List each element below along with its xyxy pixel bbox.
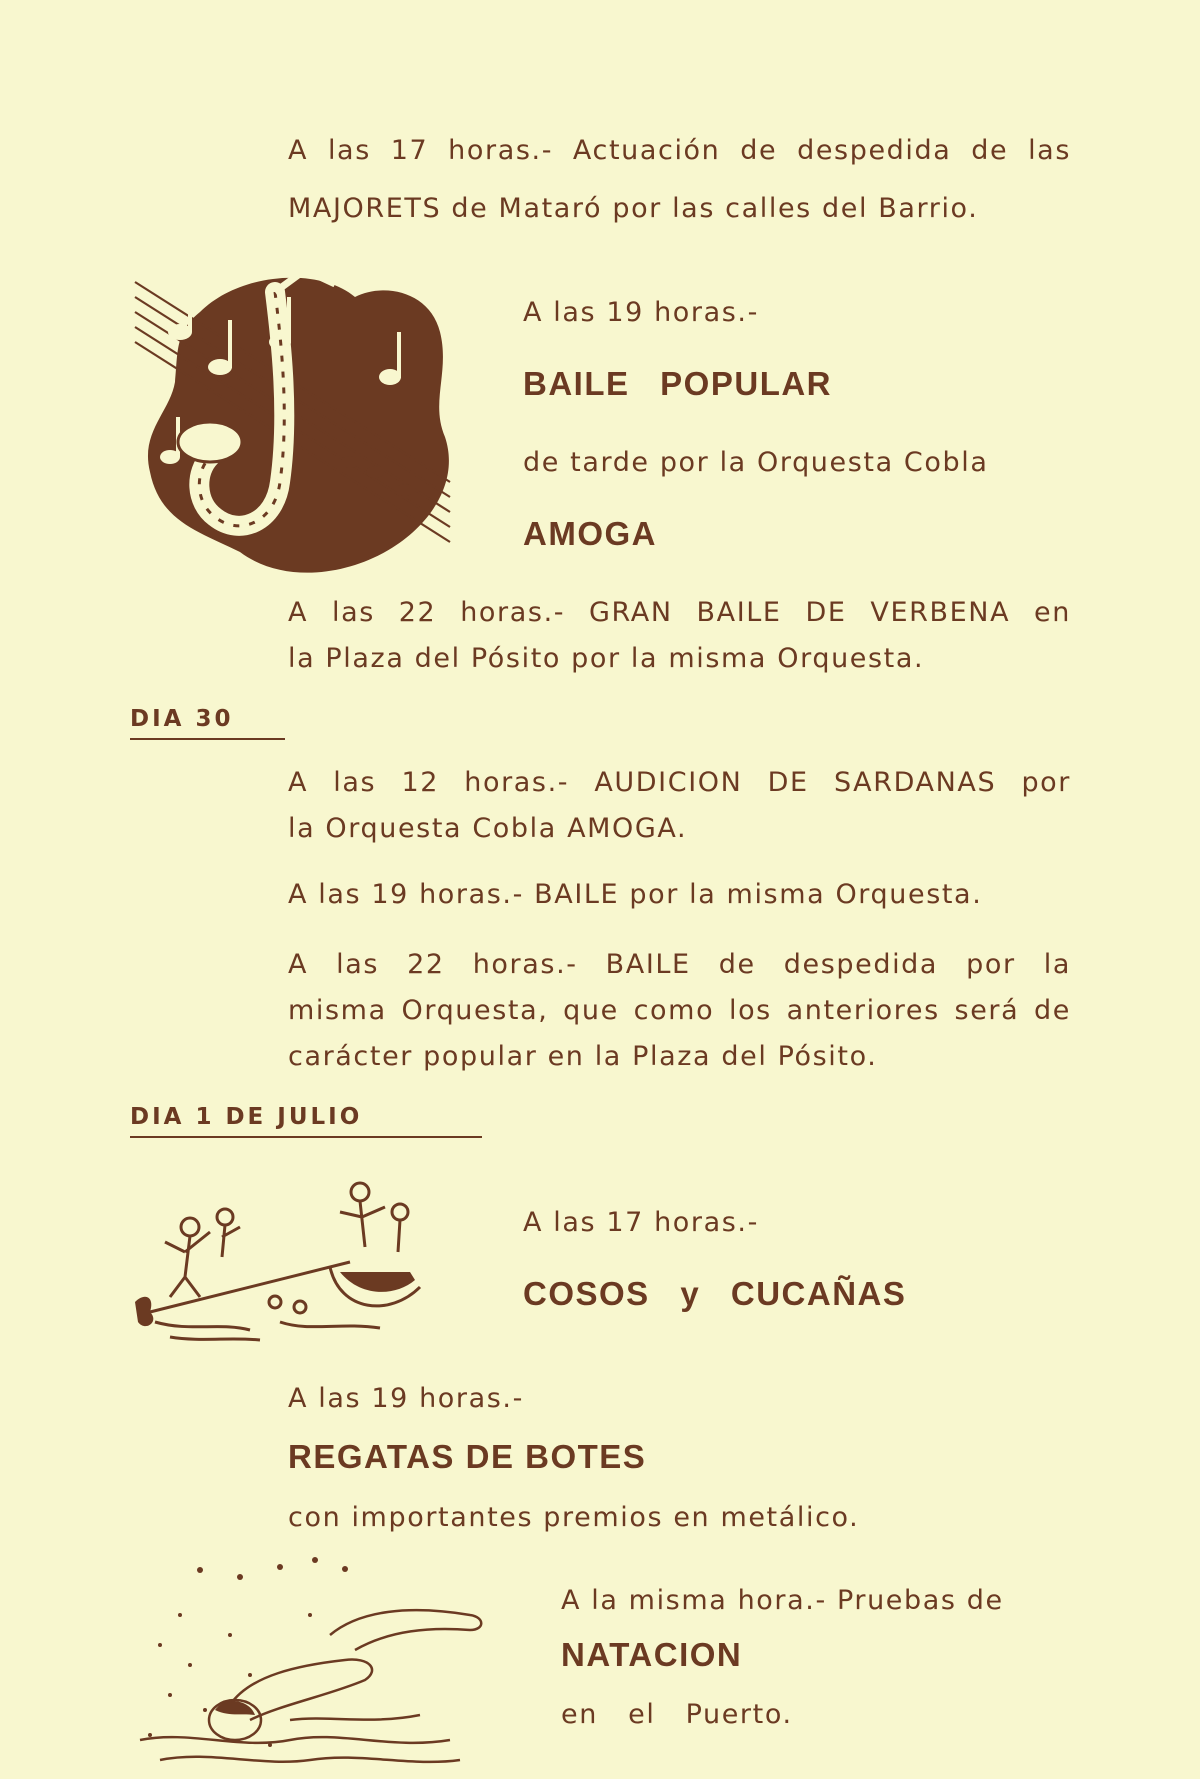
natacion-place: en el Puerto. [561,1699,793,1730]
july-1-heading: DIA 1 DE JULIO [130,1104,482,1138]
verbena-line-1: A las 22 horas.- GRAN BAILE DE VERBENA en [288,597,1071,628]
regatas-desc: con importantes premios en metálico. [288,1502,860,1533]
boat-cucanas-icon [130,1172,440,1342]
baile-popular-time: A las 19 horas.- [523,297,759,328]
baile-22-line-3: carácter popular en la Plaza del Pósito. [288,1041,878,1072]
verbena-line-2: la Plaza del Pósito por la misma Orquesta. [288,643,925,674]
natacion-title: NATACION [561,1636,743,1673]
baile-popular-title: BAILE POPULAR [523,365,833,402]
baile-22-line-1: A las 22 horas.- BAILE de despedida por la [288,949,1071,980]
sardanas-line-1: A las 12 horas.- AUDICION DE SARDANAS por [288,767,1071,798]
majorets-line-1: A las 17 horas.- Actuación de despedida de las [288,135,1071,166]
majorets-line-2: MAJORETS de Mataró por las calles del Barrio. [288,193,979,224]
regatas-title: REGATAS DE BOTES [288,1438,647,1475]
baile-19-line: A las 19 horas.- BAILE por la misma Orquesta. [288,879,983,910]
day-30-heading: DIA 30 [130,706,285,740]
saxophone-music-icon [130,252,460,582]
cosos-time: A las 17 horas.- [523,1207,759,1238]
sardanas-line-2: la Orquesta Cobla AMOGA. [288,813,688,844]
baile-22-line-2: misma Orquesta, que como los anteriores será de [288,995,1071,1026]
baile-popular-orchestra: AMOGA [523,515,657,552]
swimmer-icon [130,1555,490,1770]
baile-popular-desc: de tarde por la Orquesta Cobla [523,447,989,478]
regatas-time: A las 19 horas.- [288,1383,524,1414]
natacion-time: A la misma hora.- Pruebas de [561,1585,1004,1616]
cosos-title: COSOS y CUCAÑAS [523,1275,907,1312]
